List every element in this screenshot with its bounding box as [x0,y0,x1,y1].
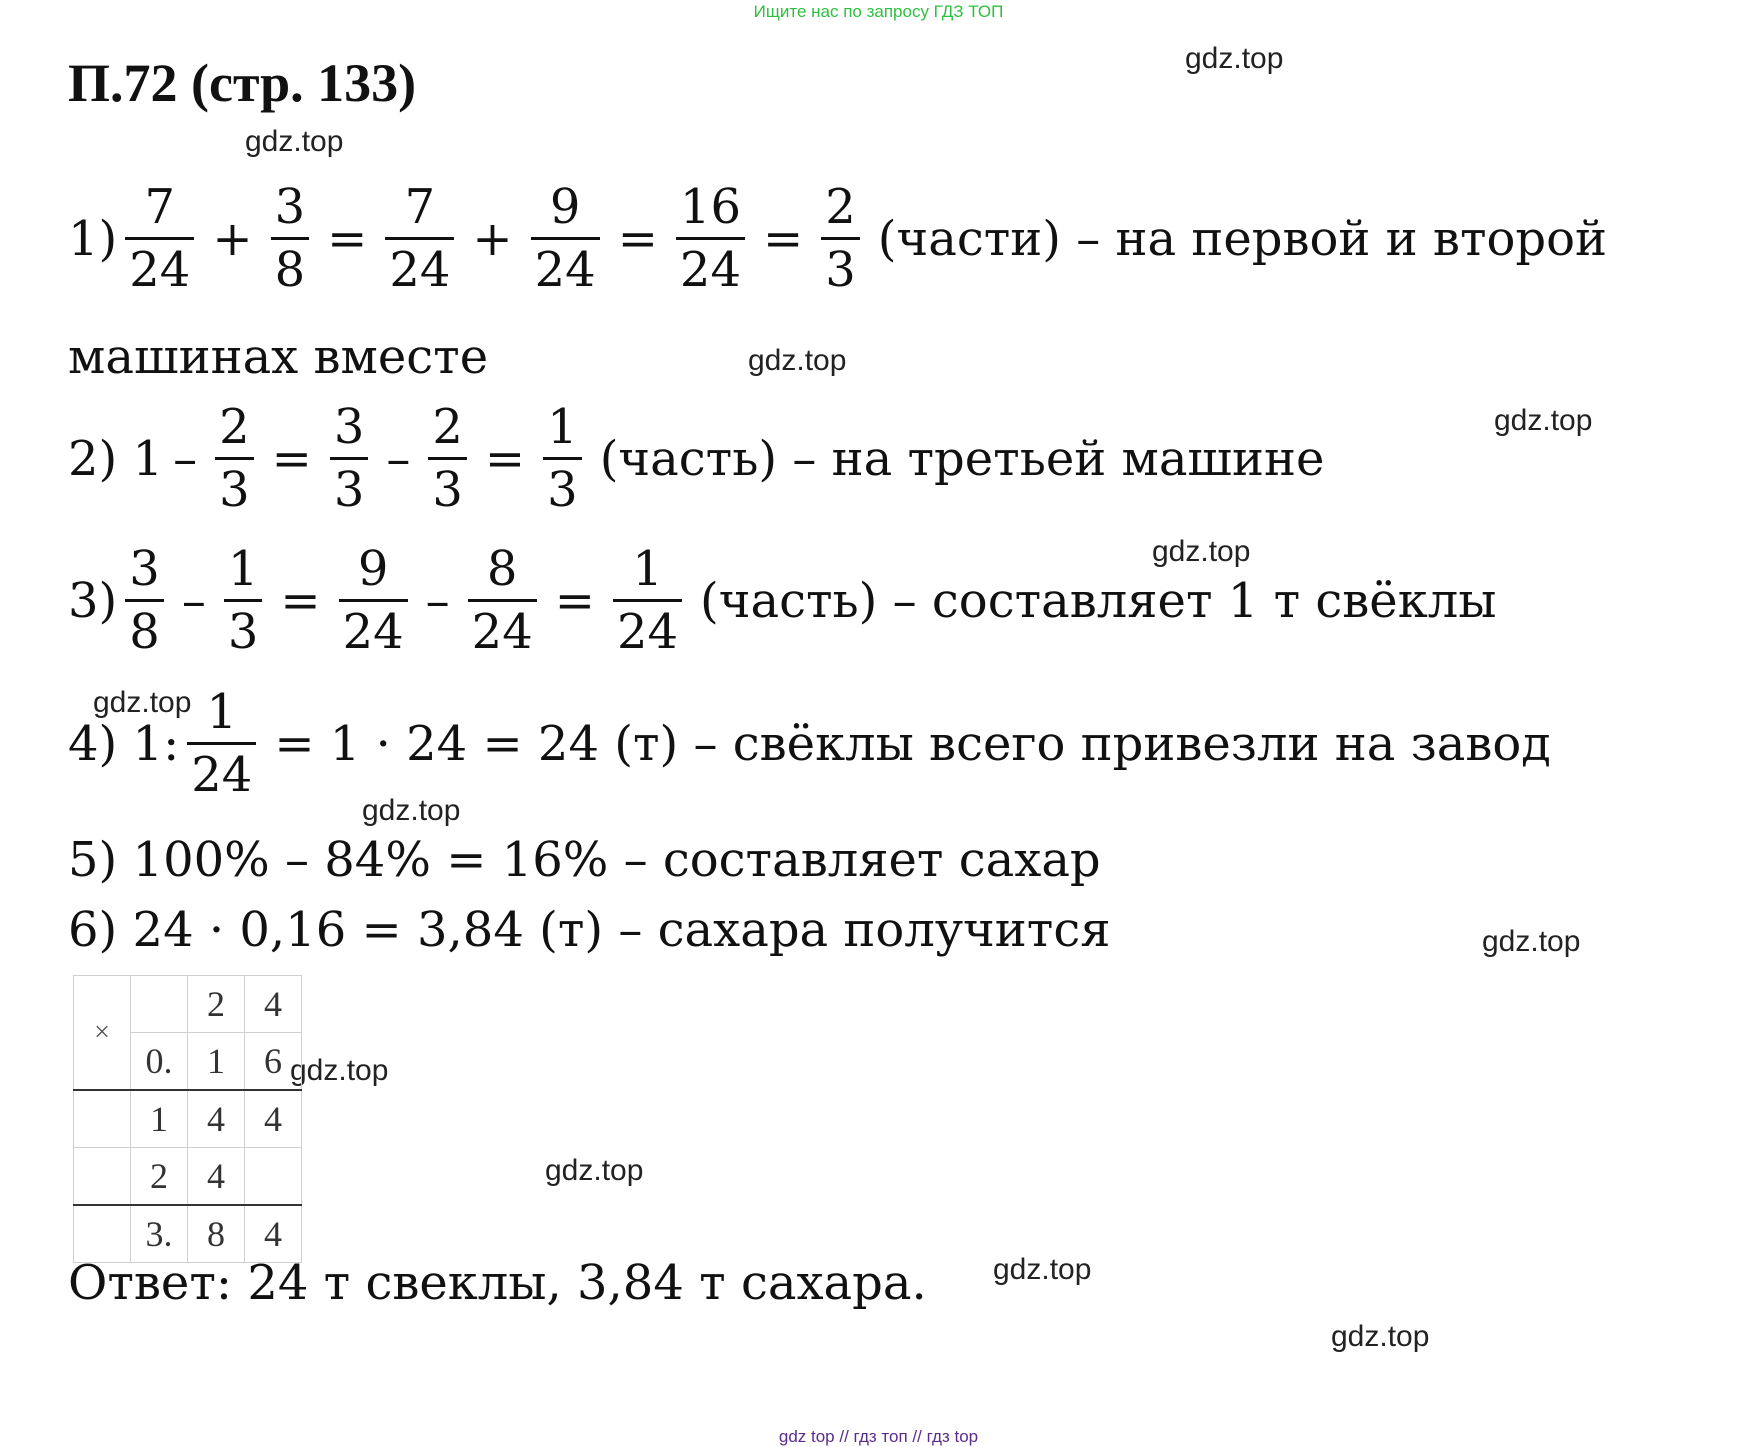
step-4 [68,684,1551,803]
mult-row [74,976,302,1033]
step-5: 5) 100% – 84% = 16% – составляет сахар [68,832,1101,888]
fraction: $\frac{7}{24}$ [385,183,454,294]
watermark: gdz.top [748,344,847,377]
mult-cell: 6 [245,1033,302,1091]
operator: = [271,430,312,487]
mult-cell: 0. [131,1033,188,1091]
footer-link[interactable]: гдз top [926,1427,979,1446]
fraction: $\frac{3}{3}$ [330,403,369,514]
watermark: gdz.top [93,686,192,719]
answer: Ответ: 24 т свеклы, 3,84 т сахара. [68,1255,927,1311]
fraction: $\frac{16}{24}$ [676,183,745,294]
fraction: $\frac{3}{8}$ [271,183,310,294]
mult-cell: 1 [188,1033,245,1091]
footer [0,1427,1757,1447]
watermark: gdz.top [245,125,344,158]
mult-cell: 4 [245,976,302,1033]
fraction: $\frac{1}{24}$ [613,545,682,656]
watermark: gdz.top [1185,42,1284,75]
mult-cell [74,1148,131,1206]
step-6: 6) 24 · 0,16 = 3,84 (т) – сахара получится [68,902,1111,958]
operator: = [484,430,526,487]
operator: = [327,210,368,267]
mult-cell: 1 [131,1090,188,1148]
watermark: gdz.top [1494,404,1593,437]
watermark: gdz.top [290,1054,389,1087]
mult-cell [74,1205,131,1263]
operator: + [472,210,513,267]
watermark: gdz.top [362,794,461,827]
step-number: 1) [68,210,118,267]
operator: – [425,572,450,629]
step-3 [68,541,1497,660]
fraction: $\frac{9}{24}$ [531,183,600,294]
step-text: (часть) – составляет 1 т свёклы [700,572,1497,629]
mult-row [74,1090,302,1148]
page-title: П.72 (стр. 133) [68,53,417,113]
operator: = [554,572,595,629]
step-number: 4) 1: [68,715,180,772]
step-1 [68,179,1608,298]
mult-cell: 4 [245,1205,302,1263]
step-text: = 1 · 24 = 24 (т) – свёклы всего привезли на завод [274,715,1551,772]
mult-cell: 2 [131,1148,188,1206]
mult-row [74,1148,302,1206]
fraction: $\frac{2}{3}$ [821,183,860,294]
fraction: $\frac{2}{3}$ [215,403,254,514]
fraction: $\frac{1}{24}$ [187,688,256,799]
operator: + [212,210,253,267]
mult-cell [245,1148,302,1206]
footer-separator: // [839,1427,849,1446]
multiply-sign: × [74,976,131,1091]
watermark: gdz.top [1152,535,1251,568]
watermark: gdz.top [1331,1320,1430,1353]
top-banner [0,2,1757,22]
watermark: gdz.top [545,1154,644,1187]
footer-separator: // [912,1427,922,1446]
step-1-continuation: машинах вместе [68,329,489,385]
fraction: $\frac{8}{24}$ [468,545,537,656]
step-2 [68,399,1325,518]
operator: = [280,572,321,629]
operator: = [763,210,804,267]
fraction: $\frac{1}{3}$ [224,545,263,656]
mult-cell: 2 [188,976,245,1033]
mult-cell [74,1090,131,1148]
banner-text: Ищите нас по запросу ГДЗ ТОП [753,2,1004,21]
watermark: gdz.top [1482,925,1581,958]
operator: – [386,430,411,487]
fraction: $\frac{3}{8}$ [125,545,164,656]
fraction: $\frac{2}{3}$ [428,403,467,514]
operator: – [181,572,206,629]
mult-cell: 8 [188,1205,245,1263]
step-number: 3) [68,572,118,629]
step-text: (часть) – на третьей машине [599,430,1325,487]
step-number: 2) 1 [68,430,164,487]
fraction: $\frac{9}{24}$ [339,545,408,656]
fraction: $\frac{7}{24}$ [125,183,194,294]
operator: = [617,210,658,267]
mult-cell: 4 [188,1090,245,1148]
mult-cell: 4 [188,1148,245,1206]
fraction: $\frac{1}{3}$ [543,403,582,514]
mult-cell: 3. [131,1205,188,1263]
watermark: gdz.top [993,1253,1092,1286]
footer-link[interactable]: gdz top [778,1427,835,1446]
step-text: (части) – на первой и второй [877,210,1608,267]
mult-row [74,1205,302,1263]
footer-link[interactable]: гдз топ [853,1427,908,1446]
mult-cell: 4 [245,1090,302,1148]
operator: – [173,430,198,487]
mult-cell [131,976,188,1033]
column-multiplication [73,975,302,1263]
